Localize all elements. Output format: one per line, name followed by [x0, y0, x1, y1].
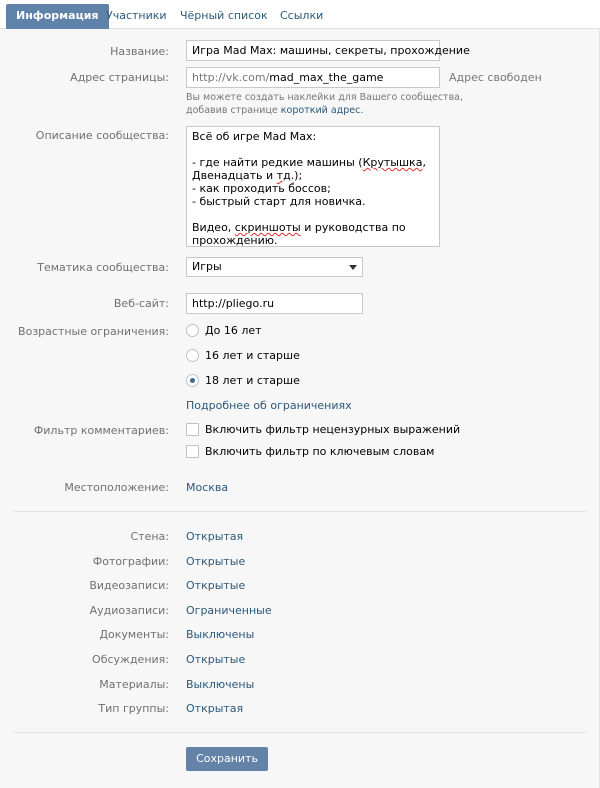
- radio-icon: [186, 324, 199, 337]
- age-option-label: 18 лет и старше: [205, 374, 300, 387]
- filter-label: Фильтр комментариев:: [33, 424, 169, 437]
- tab-information[interactable]: Информация: [6, 4, 109, 29]
- age-option-label: До 16 лет: [205, 324, 262, 337]
- description-blank: [192, 208, 434, 221]
- chevron-down-icon: [349, 265, 357, 270]
- section-videos-link[interactable]: Открытые: [186, 579, 246, 592]
- section-label: Документы:: [99, 628, 169, 641]
- address-prefix: http://vk.com/: [192, 71, 270, 84]
- short-address-link[interactable]: короткий адрес.: [280, 105, 364, 116]
- topic-value: Игры: [192, 260, 222, 273]
- section-label: Тип группы:: [98, 702, 169, 715]
- age-label: Возрастные ограничения:: [18, 325, 169, 338]
- section-wall-link[interactable]: Открытая: [186, 530, 244, 543]
- filter-option-label: Включить фильтр по ключевым словам: [205, 445, 435, 458]
- tab-bar: [0, 0, 600, 29]
- location-link[interactable]: Москва: [186, 481, 229, 494]
- section-documents-link[interactable]: Выключены: [186, 628, 255, 641]
- description-label: Описание сообщества:: [35, 129, 169, 142]
- address-label: Адрес страницы:: [70, 71, 169, 84]
- description-line: - где найти редкие машины (Крутышка,: [192, 156, 426, 169]
- section-photos-link[interactable]: Открытые: [186, 555, 246, 568]
- section-label: Обсуждения:: [92, 653, 169, 666]
- section-audio-link[interactable]: Ограниченные: [186, 604, 272, 617]
- section-materials-link[interactable]: Выключены: [186, 678, 255, 691]
- website-input[interactable]: http://pliego.ru: [186, 293, 363, 314]
- settings-panel: [0, 29, 600, 788]
- section-label: Фотографии:: [92, 555, 169, 568]
- divider: [14, 511, 586, 512]
- description-textarea[interactable]: [186, 126, 440, 247]
- tab-links[interactable]: Ссылки: [280, 9, 324, 22]
- topic-select[interactable]: [186, 257, 363, 277]
- section-label: Аудиозаписи:: [89, 604, 169, 617]
- address-hint-line1: Вы можете создать наклейки для Вашего сообщества,: [186, 92, 464, 103]
- location-label: Местоположение:: [64, 481, 169, 494]
- address-hint-line2: добавив странице: [186, 105, 278, 116]
- section-label: Стена:: [130, 530, 169, 543]
- description-line: Видео, скриншоты и руководства по: [192, 221, 406, 234]
- website-label: Веб-сайт:: [113, 297, 169, 310]
- name-label: Название:: [110, 45, 169, 58]
- checkbox-icon: [186, 445, 199, 458]
- description-blank: [192, 143, 434, 156]
- address-value: mad_max_the_game: [269, 71, 384, 84]
- radio-selected-icon: [186, 374, 199, 387]
- age-more-link[interactable]: Подробнее об ограничениях: [186, 399, 352, 412]
- section-label: Видеозаписи:: [89, 579, 169, 592]
- description-line: - как проходить боссов;: [192, 182, 331, 195]
- address-input[interactable]: [186, 67, 440, 88]
- age-option-label: 16 лет и старше: [205, 349, 300, 362]
- tab-members[interactable]: Участники: [106, 9, 167, 22]
- address-status: Адрес свободен: [449, 71, 542, 84]
- name-input[interactable]: Игра Mad Max: машины, секреты, прохождение: [186, 40, 440, 61]
- tab-blacklist[interactable]: Чёрный список: [180, 9, 268, 22]
- topic-label: Тематика сообщества:: [37, 261, 169, 274]
- checkbox-icon: [186, 423, 199, 436]
- section-label: Материалы:: [99, 678, 169, 691]
- address-hint: [186, 91, 463, 117]
- section-discussions-link[interactable]: Открытые: [186, 653, 246, 666]
- description-line: прохождению.: [192, 234, 278, 247]
- divider: [14, 732, 586, 733]
- save-button[interactable]: Сохранить: [186, 747, 268, 771]
- filter-option-label: Включить фильтр нецензурных выражений: [205, 423, 461, 436]
- description-line: Всё об игре Mad Max:: [192, 130, 317, 143]
- radio-icon: [186, 349, 199, 362]
- description-line: - быстрый старт для новичка.: [192, 195, 366, 208]
- section-group-type-link[interactable]: Открытая: [186, 702, 244, 715]
- description-line: Двенадцать и тд.);: [192, 169, 303, 182]
